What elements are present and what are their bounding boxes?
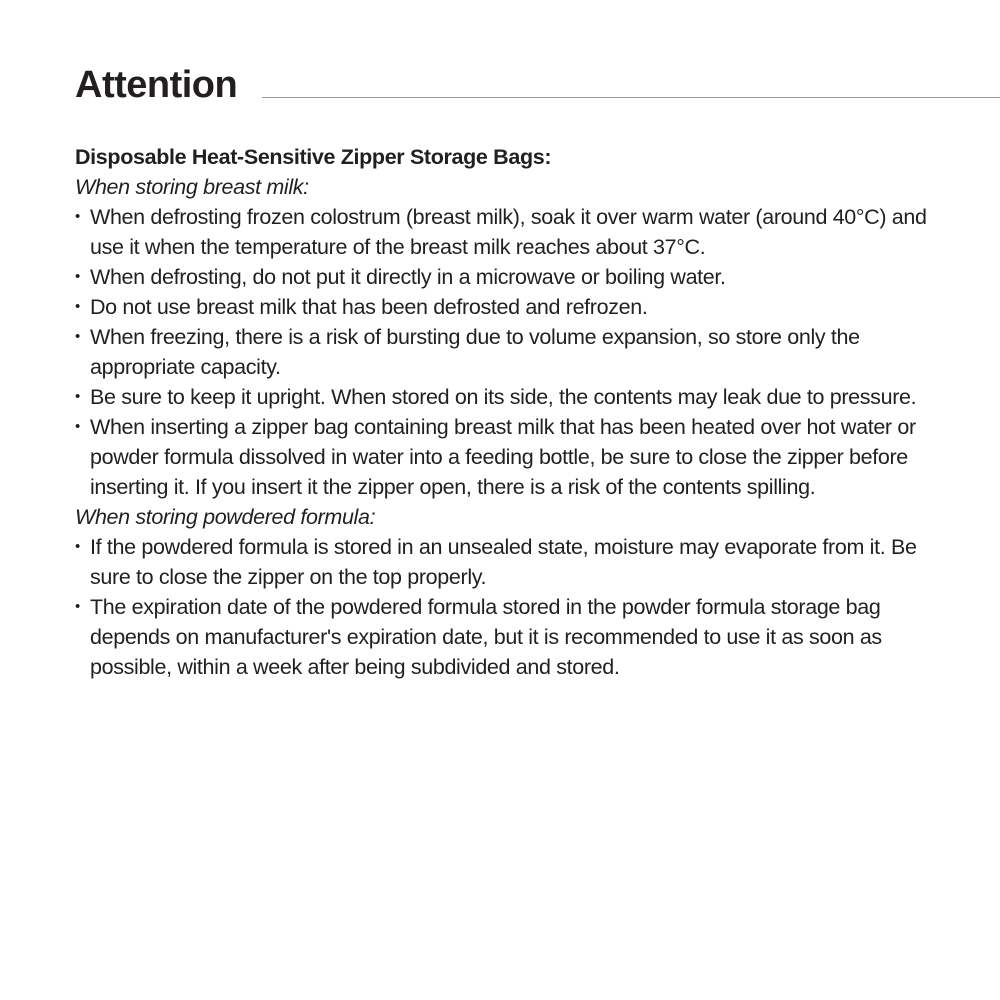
- powdered-formula-subheading: When storing powdered formula:: [75, 505, 376, 529]
- bullet-icon: •: [75, 328, 80, 345]
- list-item: [75, 382, 935, 412]
- powdered-formula-list: [75, 532, 935, 682]
- breast-milk-list: [75, 202, 935, 502]
- page-title: Attention: [75, 64, 238, 106]
- list-item-text: Be sure to keep it upright. When stored on its side, the contents may leak due to pressure.: [90, 385, 917, 409]
- list-item-text: Do not use breast milk that has been defrosted and refrozen.: [90, 295, 648, 319]
- list-item-text: When defrosting, do not put it directly in a microwave or boiling water.: [90, 265, 726, 289]
- bullet-icon: •: [75, 388, 80, 405]
- breast-milk-subheading: When storing breast milk:: [75, 175, 309, 199]
- bullet-icon: •: [75, 598, 80, 615]
- list-item-text: When freezing, there is a risk of bursting due to volume expansion, so store only the appropriate capacity.: [90, 325, 860, 379]
- list-item: [75, 412, 935, 502]
- page-header: [75, 62, 1000, 108]
- list-item-text: The expiration date of the powdered formula stored in the powder formula storage bag depends on manufacturer's expiration date, but it is recommended to use it as soon as possible, within a week after being subdivided and stored.: [90, 595, 882, 679]
- list-item: [75, 202, 935, 262]
- list-item: [75, 532, 935, 592]
- bullet-icon: •: [75, 208, 80, 225]
- title-divider: [262, 97, 1000, 98]
- attention-content: [75, 142, 935, 682]
- bullet-icon: •: [75, 298, 80, 315]
- bullet-icon: •: [75, 268, 80, 285]
- list-item-text: When defrosting frozen colostrum (breast milk), soak it over warm water (around 40°C) and use it when the temperature of the breast milk reaches about 37°C.: [90, 205, 927, 259]
- list-item: [75, 322, 935, 382]
- list-item-text: If the powdered formula is stored in an unsealed state, moisture may evaporate from it. Be sure to close the zipper on the top properly.: [90, 535, 917, 589]
- list-item: [75, 262, 935, 292]
- bullet-icon: •: [75, 418, 80, 435]
- section-heading: Disposable Heat-Sensitive Zipper Storage Bags:: [75, 145, 552, 169]
- list-item: [75, 292, 935, 322]
- list-item-text: When inserting a zipper bag containing breast milk that has been heated over hot water or powder formula dissolved in water into a feeding bottle, be sure to close the zipper before inserting it. If you insert it the zipper open, there is a risk of the contents spilling.: [90, 415, 916, 499]
- bullet-icon: •: [75, 538, 80, 555]
- list-item: [75, 592, 935, 682]
